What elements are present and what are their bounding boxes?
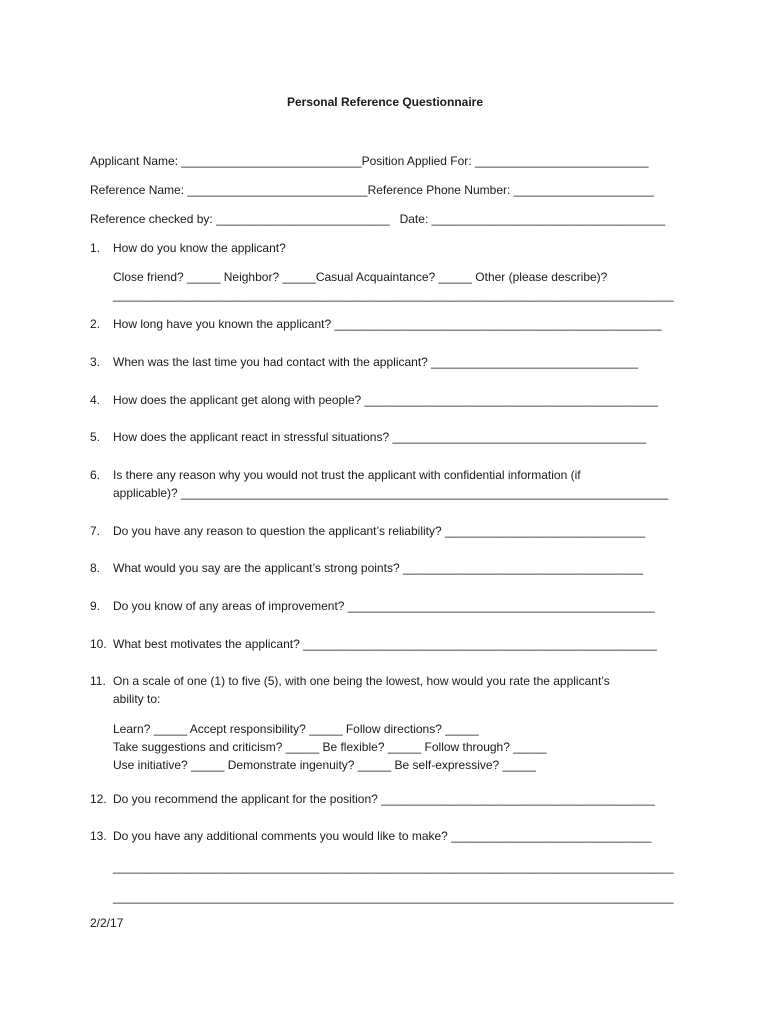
question-text: When was the last time you had contact with the applicant? _______________________________: [113, 355, 639, 369]
question-text: Is there any reason why you would not trust the applicant with confidential information (if: [113, 468, 581, 482]
q13-blank-line: ____________________________________________________________________________________: [113, 860, 674, 874]
q1-blank-line: ____________________________________________________________________________________: [113, 288, 674, 302]
question-text: Do you recommend the applicant for the position? _________________________________________: [113, 792, 655, 806]
question-number: 6.: [90, 468, 101, 482]
question-text: Do you have any reason to question the applicant’s reliability? ______________________________: [113, 524, 646, 538]
question-text: How does the applicant react in stressful situations? ______________________________________: [113, 430, 647, 444]
question-text: Do you know of any areas of improvement? ______________________________________________: [113, 599, 655, 613]
question-text: Do you have any additional comments you would like to make? ______________________________: [113, 829, 652, 843]
question-number: 9.: [90, 599, 101, 613]
reference-name-row: Reference Name: ___________________________Reference Phone Number: _____________________: [90, 183, 654, 197]
rating-row: Take suggestions and criticism? _____ Be flexible? _____ Follow through? _____: [113, 740, 547, 754]
question-text: How do you know the applicant?: [113, 241, 286, 255]
question-number: 4.: [90, 393, 101, 407]
question-number: 10.: [90, 637, 107, 651]
rating-row: Learn? _____ Accept responsibility? _____ Follow directions? _____: [113, 722, 479, 736]
question-number: 7.: [90, 524, 101, 538]
q13-blank-line: ____________________________________________________________________________________: [113, 890, 674, 904]
page-title: Personal Reference Questionnaire: [286, 95, 484, 109]
q1-options: Close friend? _____ Neighbor? _____Casual Acquaintance? _____ Other (please describe)?: [113, 270, 608, 284]
reference-checked-row: Reference checked by: __________________________ Date: ___________________________________: [90, 212, 666, 226]
question-number: 8.: [90, 561, 101, 575]
question-number: 13.: [90, 829, 107, 843]
question-number: 11.: [90, 674, 106, 688]
question-number: 2.: [90, 317, 101, 331]
question-number: 3.: [90, 355, 101, 369]
question-text: How long have you known the applicant? _________________________________________________: [113, 317, 662, 331]
question-number: 1.: [90, 241, 101, 255]
question-text-continued: ability to:: [113, 692, 161, 706]
applicant-name-row: Applicant Name: ___________________________Position Applied For: __________________________: [90, 154, 649, 168]
question-number: 12.: [90, 792, 107, 806]
rating-row: Use initiative? _____ Demonstrate ingenuity? _____ Be self-expressive? _____: [113, 758, 536, 772]
question-text: What best motivates the applicant? _____________________________________________________: [113, 637, 657, 651]
footer-date: 2/2/17: [90, 916, 124, 930]
question-text: On a scale of one (1) to five (5), with one being the lowest, how would you rate the applicant’s: [113, 674, 610, 688]
question-text: What would you say are the applicant’s strong points? ____________________________________: [113, 561, 644, 575]
question-number: 5.: [90, 430, 101, 444]
question-text-continued: applicable)? _________________________________________________________________________: [113, 486, 669, 500]
question-text: How does the applicant get along with people? ____________________________________________: [113, 393, 659, 407]
